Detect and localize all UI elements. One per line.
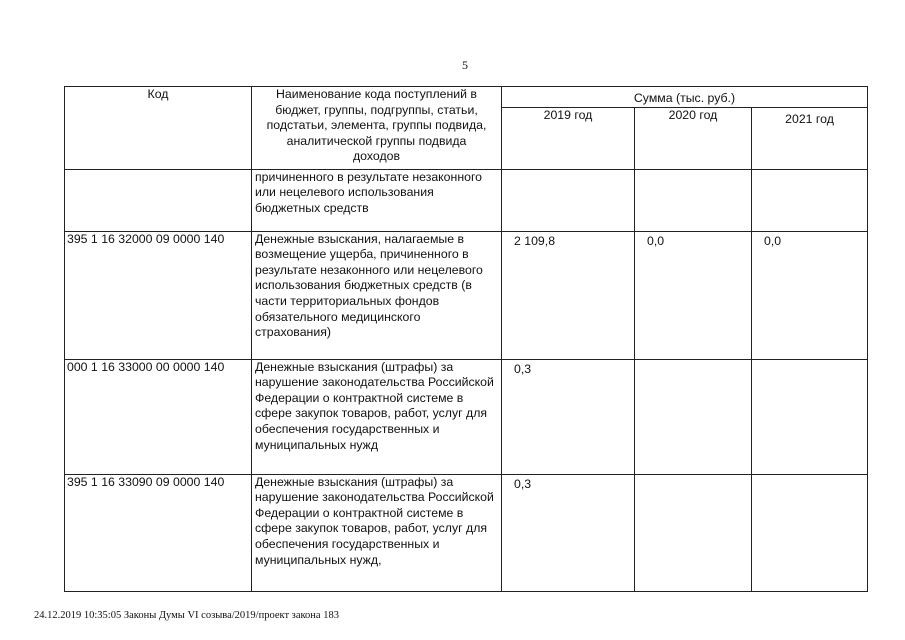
row-code	[65, 169, 252, 231]
header-sum: Сумма (тыс. руб.)	[502, 87, 868, 108]
row-name: Денежные взыскания, налагаемые в возмещение ущерба, причиненного в результате незаконного или нецелевого использования бюджетных средств (в части территориальных фондов обязательного медицинского страхования)	[252, 231, 502, 359]
row-name: причиненного в результате незаконного или нецелевого использования бюджетных средств	[252, 169, 502, 231]
row-2019	[502, 169, 635, 231]
row-2019: 0,3	[502, 474, 635, 591]
row-2020	[635, 169, 752, 231]
row-2021	[752, 169, 868, 231]
row-code: 000 1 16 33000 00 0000 140	[65, 359, 252, 474]
row-2021: 0,0	[752, 231, 868, 359]
header-name: Наименование кода поступлений в бюджет, группы, подгруппы, статьи, подстатьи, элемента, группы подвида, аналитической группы подвида доходов	[252, 87, 502, 170]
row-2020	[635, 474, 752, 591]
header-2020: 2020 год	[635, 107, 752, 169]
footer-text: 24.12.2019 10:35:05 Законы Думы VI созыва/2019/проект закона 183	[34, 610, 339, 621]
row-2020: 0,0	[635, 231, 752, 359]
revenue-table	[64, 86, 868, 592]
row-name: Денежные взыскания (штрафы) за нарушение законодательства Российской Федерации о контрактной системе в сфере закупок товаров, работ, услуг для обеспечения государственных и муниципальных нужд	[252, 359, 502, 474]
header-2019: 2019 год	[502, 107, 635, 169]
header-row	[65, 87, 868, 108]
row-2021	[752, 359, 868, 474]
table-row	[65, 359, 868, 474]
table-row	[65, 231, 868, 359]
table-row	[65, 474, 868, 591]
header-code: Код	[65, 87, 252, 170]
row-2020	[635, 359, 752, 474]
row-name: Денежные взыскания (штрафы) за нарушение законодательства Российской Федерации о контрактной системе в сфере закупок товаров, работ, услуг для обеспечения государственных и муниципальных нужд,	[252, 474, 502, 591]
row-code: 395 1 16 33090 09 0000 140	[65, 474, 252, 591]
row-2019: 0,3	[502, 359, 635, 474]
row-2021	[752, 474, 868, 591]
page-number: 5	[462, 58, 468, 72]
header-2021: 2021 год	[752, 107, 868, 169]
table-row	[65, 169, 868, 231]
row-2019: 2 109,8	[502, 231, 635, 359]
row-code: 395 1 16 32000 09 0000 140	[65, 231, 252, 359]
